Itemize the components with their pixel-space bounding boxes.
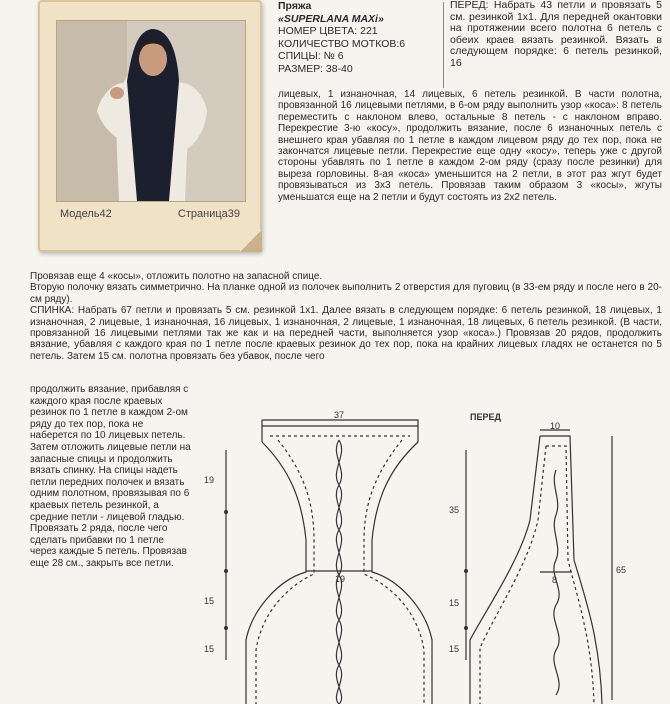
spec-yarn: «SUPERLANA MAXi» — [278, 12, 384, 25]
spec-quantity: КОЛИЧЕСТВО МОТКОВ:6 — [278, 37, 406, 50]
front-height-a: 35 — [449, 505, 460, 515]
page-number: Страница39 — [177, 208, 240, 220]
spec-color: НОМЕР ЦВЕТА: 221 — [278, 25, 378, 37]
back-mid-width: 19 — [335, 574, 346, 584]
front-instructions: лицевых, 1 изнаночная, 14 лицевых, 6 петель резинкой. В части полотна, провязанной 16 лицевыми петлями, в 6-ом ряду выполнить узор «коса»: 8 петель переместить с наклоном влево, остальные 8 петель - с наклоном вправо. Перекрестие 3-ю «косу», продолжить вязание, после 6 изнаночных петель с внешнего края убавляя по 1 петле в каждом лицевом ряду до тех пор, пока не закончатся лицевые петли. Перекрестие еще одну «косу», теперь уже с другой стороны убавлять по 1 петле в каждом 2-ом ряду (сразу после резинки) для выреза горловины. 8-ая «коса» уменьшится на 2 петли, в этот раз жгут будет провязываться из 3х3 петель. Провязав таким образом 3 «косы», жгуты уменьшатся еще на 2 петли и будут состоять из 2х2 петель. — [278, 89, 662, 203]
back-height-c: 15 — [204, 644, 215, 654]
front-mid-width: 8 — [552, 575, 558, 585]
model-number: Модель42 — [60, 208, 112, 220]
back-height-b: 15 — [204, 596, 215, 606]
front-height-c: 15 — [449, 644, 460, 654]
front-top-width: 10 — [550, 421, 561, 431]
back-instructions: СПИНКА: Набрать 67 петли и провязать 5 см. резинкой 1х1. Далее вязать в следующем порядке: 6 петель резинкой, 18 лицевых, 1 изнаночная, 2 лицевые, 1 изнаночная, 16 лицевых, 1 изнаночная, 2 лицевые, 1 изнаночная, 18 лицевых, 6 петель резинкой. (В части, провязанной 16 лицевыми петлями так же как и на передней части, выполняется узор «коса».) Провязав 20 рядов, продолжить вязание, убавляя с каждого края по 1 петле после краевых резинок до тех пор, пока на крайних лицевых гладях не останется по 5 петель. Затем 15 см. полотна провязать без убавок, после чего — [30, 305, 662, 362]
front-inner — [480, 446, 594, 704]
front-total-height: 65 — [616, 565, 627, 575]
spec-needles: СПИЦЫ: № 6 — [278, 50, 344, 62]
assembly-instructions: продолжить вязание, прибавляя с каждого края после краевых резинок по 1 петле в каждом 2-ом ряду до тех пор, пока не наберется по 10 лицевых петель. Затем отложить лицевые петли на запасные спицы и продолжить вязать спинку. На спицы надеть петли передних полочек и вязать одним полотном, провязывая по 6 краевых петель резинкой, а средние петли - лицевой гладью. Провязать 2 ряда, после чего сделать прибавки по 1 петле через каждые 5 петель. Провязав еще 28 см., закрыть все петли. — [30, 384, 191, 569]
front-height-b: 15 — [449, 598, 460, 608]
front-outline — [470, 436, 602, 704]
back-cables — [336, 440, 341, 704]
back-top-width: 37 — [334, 410, 345, 420]
instructions-para-2: Вторую полочку вязать симметрично. На планке одной из полочек выполнить 2 отверстия для пуговиц (в 33-ем ряду и после него в 20-см ряду). — [30, 282, 662, 305]
front-title: ПЕРЕД — [470, 412, 501, 422]
back-height-a: 19 — [204, 475, 215, 485]
spec-title: Пряжа — [278, 0, 312, 12]
front-instructions-intro: ПЕРЕД: Набрать 43 петли и провязать 5 см. резинкой 1х1. Для передней окантовки на протяжении всего полотна 6 петель с обеих краев вязать резинкой. Вязать в следующем порядке: 6 петель резинкой, 16 — [450, 0, 662, 69]
instructions-para-1: Провязав еще 4 «косы», отложить полотно на запасной спице. — [30, 271, 323, 282]
spec-size: РАЗМЕР: 38-40 — [278, 62, 353, 75]
